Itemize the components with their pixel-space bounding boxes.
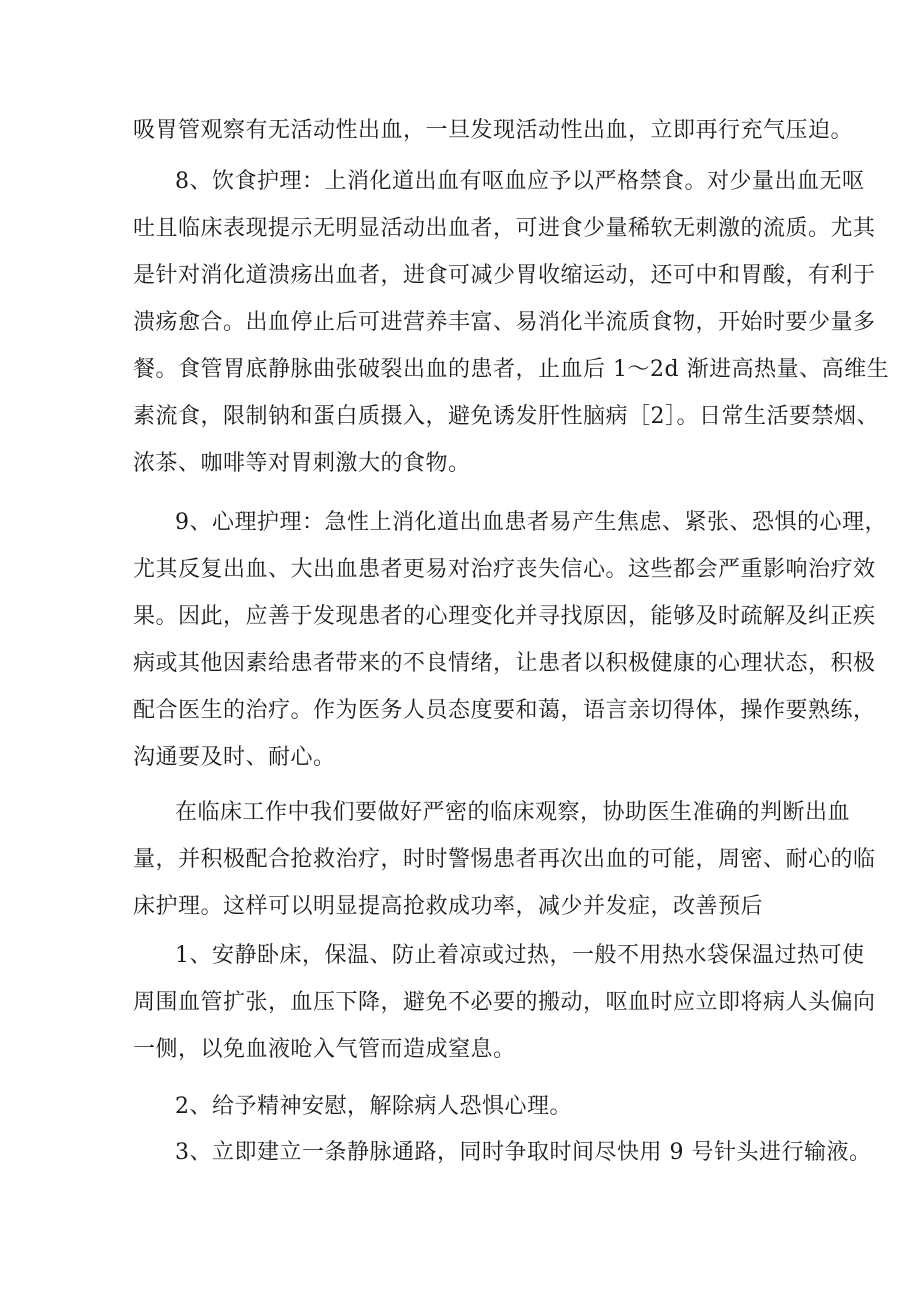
paragraph-line: 病或其他因素给患者带来的不良情绪，让患者以积极健康的心理状态，积极 xyxy=(133,651,876,676)
paragraph-line: 吸胃管观察有无活动性出血，一旦发现活动性出血，立即再行充气压迫。 xyxy=(133,118,854,143)
paragraph-line: 配合医生的治疗。作为医务人员态度要和蔼，语言亲切得体，操作要熟练， xyxy=(133,698,876,723)
paragraph-line: 浓茶、咖啡等对胃刺激大的食物。 xyxy=(133,451,471,476)
paragraph-line: 1、安静卧床，保温、防止着凉或过热，一般不用热水袋保温过热可使 xyxy=(175,943,865,968)
paragraph-line: 素流食，限制钠和蛋白质摄入，避免诱发肝性脑病［2］。日常生活要禁烟、 xyxy=(133,404,879,429)
paragraph-line: 吐且临床表现提示无明显活动出血者，可进食少量稀软无刺激的流质。尤其 xyxy=(133,216,876,241)
paragraph-line: 在临床工作中我们要做好严密的临床观察，协助医生准确的判断出血 xyxy=(175,800,851,825)
paragraph-line: 周围血管扩张，血压下降，避免不必要的搬动，呕血时应立即将病人头偏向 xyxy=(133,990,876,1015)
paragraph-line: 一侧，以免血液呛入气管而造成窒息。 xyxy=(133,1037,516,1062)
paragraph-line: 餐。食管胃底静脉曲张破裂出血的患者，止血后 1～2d 渐进高热量、高维生 xyxy=(133,357,890,382)
paragraph-line: 果。因此，应善于发现患者的心理变化并寻找原因，能够及时疏解及纠正疾 xyxy=(133,604,876,629)
paragraph-line: 2、给予精神安慰，解除病人恐惧心理。 xyxy=(175,1094,572,1119)
paragraph-line: 3、立即建立一条静脉通路，同时争取时间尽快用 9 号针头进行输液。 xyxy=(175,1140,872,1165)
paragraph-line: 量，并积极配合抢救治疗，时时警惕患者再次出血的可能，周密、耐心的临 xyxy=(133,847,876,872)
paragraph-line: 尤其反复出血、大出血患者更易对治疗丧失信心。这些都会严重影响治疗效 xyxy=(133,557,876,582)
paragraph-line: 9、心理护理：急性上消化道出血患者易产生焦虑、紧张、恐惧的心理， xyxy=(175,510,887,535)
paragraph-line: 床护理。这样可以明显提高抢救成功率，减少并发症，改善预后 xyxy=(133,894,764,919)
paragraph-line: 沟通要及时、耐心。 xyxy=(133,745,336,770)
paragraph-line: 溃疡愈合。出血停止后可进营养丰富、易消化半流质食物，开始时要少量多 xyxy=(133,310,876,335)
paragraph-line: 是针对消化道溃疡出血者，进食可减少胃收缩运动，还可中和胃酸，有利于 xyxy=(133,263,876,288)
paragraph-line: 8、饮食护理：上消化道出血有呕血应予以严格禁食。对少量出血无呕 xyxy=(175,169,865,194)
